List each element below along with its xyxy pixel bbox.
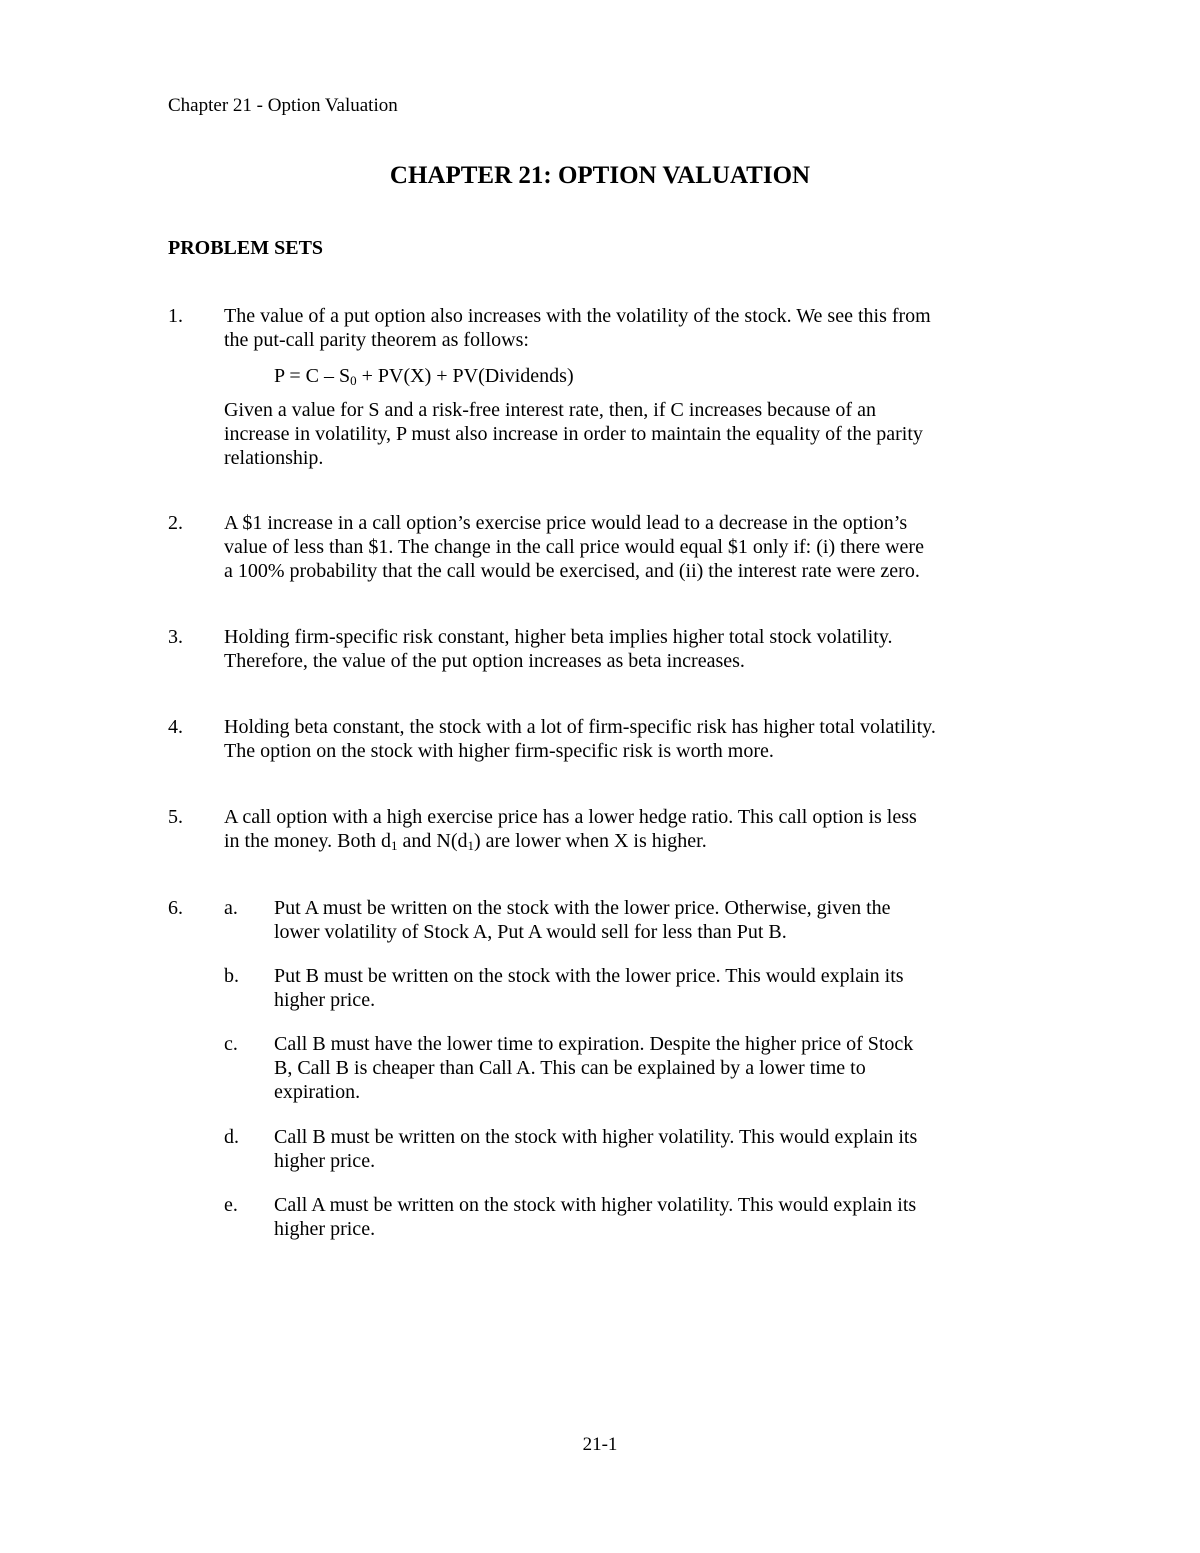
running-header: Chapter 21 - Option Valuation [168,95,398,116]
problem-text: A $1 increase in a call option’s exercise price would lead to a decrease in the option’s value of less than $1. The change in the call price would equal $1 only if: (i) there were a 100% probability that the call would be exercised, and (ii) the interest rate were zero. [224,512,924,582]
problem-text: The value of a put option also increases with the volatility of the stock. We see this from the put-call parity theorem as follows: [224,305,931,351]
section-heading: PROBLEM SETS [168,237,324,259]
part-c-text: Call B must have the lower time to expiration. Despite the higher price of Stock B, Call B is cheaper than Call A. This can be explained by a lower time to expiration. [274,1033,914,1103]
part-b-text: Put B must be written on the stock with the lower price. This would explain its higher price. [274,965,904,1011]
problem-number: 2. [168,512,183,534]
part-e-text: Call A must be written on the stock with higher volatility. This would explain its higher price. [274,1194,917,1240]
part-letter: c. [224,1033,238,1055]
problem-number: 6. [168,897,183,919]
problem-text-continued: Given a value for S and a risk-free interest rate, then, if C increases because of an increase in volatility, P must also increase in order to maintain the equality of the parity relationship. [224,399,923,469]
part-letter: d. [224,1126,239,1148]
part-d-text: Call B must be written on the stock with higher volatility. This would explain its higher price. [274,1126,918,1172]
part-letter: b. [224,965,239,987]
part-letter: a. [224,897,238,919]
problem-number: 3. [168,626,183,648]
chapter-title: CHAPTER 21: OPTION VALUATION [389,162,811,189]
part-letter: e. [224,1194,238,1216]
problem-number: 5. [168,806,183,828]
problem-number: 1. [168,305,183,327]
problem-text: Holding beta constant, the stock with a lot of firm-specific risk has higher total volatility. The option on the stock with higher firm-specific risk is worth more. [224,716,936,762]
problem-text: Holding firm-specific risk constant, higher beta implies higher total stock volatility. Therefore, the value of the put option increases as beta increases. [224,626,893,672]
put-call-parity-formula: $P = C - S_0 + PV(X)$ + PV(Dividends) [274,365,574,388]
page-number: 21-1 [582,1434,618,1455]
problem-text: A call option with a high exercise price has a lower hedge ratio. This call option is less in the money. Both $d_1$ and $N(d_1)$ are lower when X is higher. [224,806,917,853]
part-a-text: Put A must be written on the stock with the lower price. Otherwise, given the lower volatility of Stock A, Put A would sell for less than Put B. [274,897,891,943]
problem-number: 4. [168,716,183,738]
